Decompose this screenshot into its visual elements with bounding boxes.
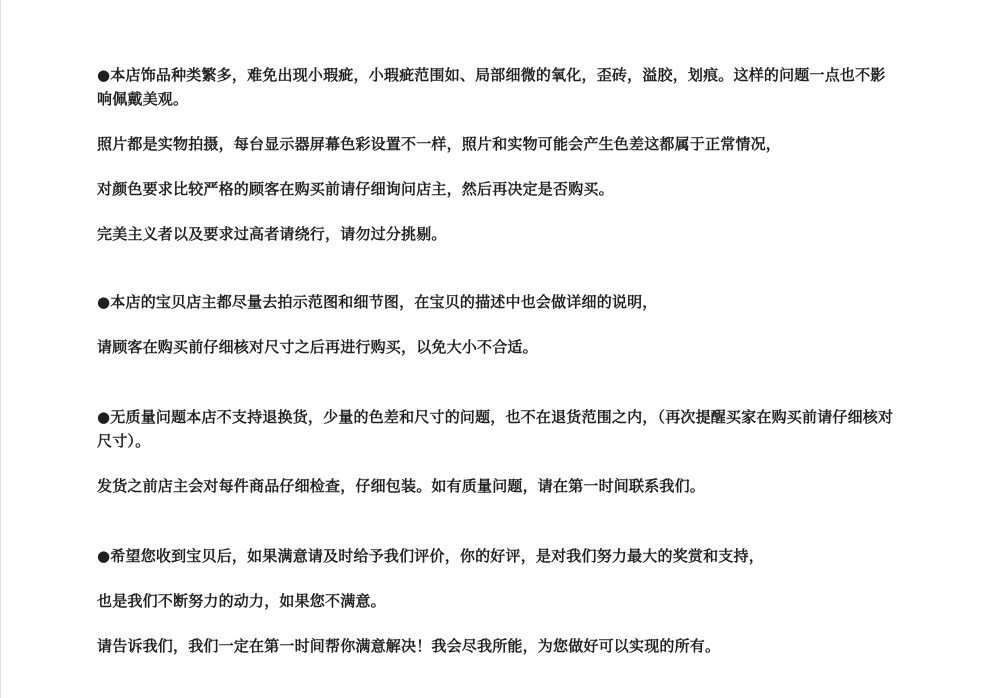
notice-paragraph-check-size: 请顾客在购买前仔细核对尺寸之后再进行购买，以免大小不合适。: [97, 338, 538, 356]
notice-content: [97, 63, 897, 658]
notice-paragraph-perfectionists: 完美主义者以及要求过高者请绕行，请勿过分挑剔。: [97, 225, 447, 243]
notice-paragraph-feedback: ●希望您收到宝贝后，如果满意请及时给予我们评价，你的好评，是对我们努力最大的奖赏和支持，: [97, 547, 764, 565]
notice-paragraph-motivation: 也是我们不断努力的动力，如果您不满意。: [97, 592, 386, 610]
notice-paragraph-detail-photos: ●本店的宝贝店主都尽量去拍示范图和细节图，在宝贝的描述中也会做详细的说明，: [97, 293, 658, 311]
notice-paragraph-returns: ●无质量问题本店不支持退换货，少量的色差和尺寸的问题，也不在退货范围之内，（再次提醒买家在购买前请仔细核对尺寸）。: [97, 408, 894, 450]
notice-paragraph-color-inquiry: 对颜色要求比较严格的顾客在购买前请仔细询问店主，然后再决定是否购买。: [97, 180, 614, 198]
notice-paragraph-contact: 请告诉我们，我们一定在第一时间帮你满意解决！我会尽我所能，为您做好可以实现的所有。: [97, 637, 721, 655]
notice-paragraph-defects: ●本店饰品种类繁多，难免出现小瑕疵，小瑕疵范围如、局部细微的氧化，歪砖，溢胶，划痕。这样的问题一点也不影响佩戴美观。: [97, 66, 886, 108]
notice-paragraph-shipping: 发货之前店主会对每件商品仔细检查，仔细包装。如有质量问题，请在第一时间联系我们。: [97, 477, 706, 495]
notice-paragraph-photos: 照片都是实物拍摄，每台显示器屏幕色彩设置不一样，照片和实物可能会产生色差这都属于正常情况，: [97, 135, 782, 153]
